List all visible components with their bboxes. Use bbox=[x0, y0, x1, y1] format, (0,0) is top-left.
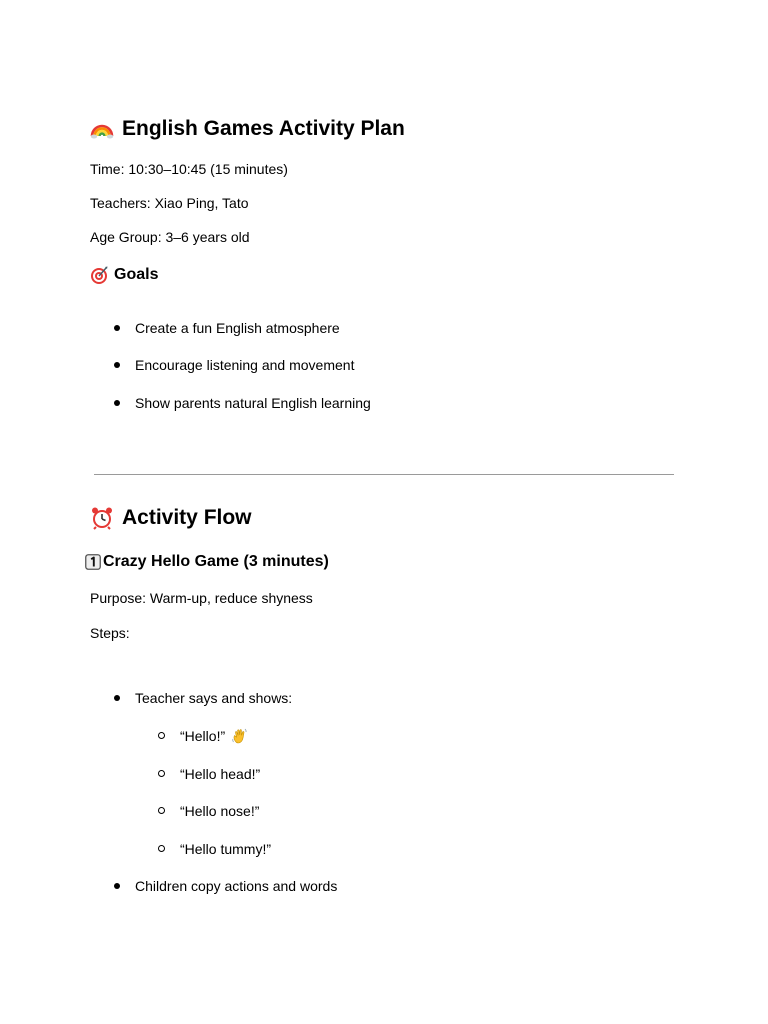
sub-item-text: “Hello head!” bbox=[180, 766, 261, 782]
bullet-dot bbox=[114, 695, 120, 701]
goal-text: Create a fun English atmosphere bbox=[135, 320, 340, 336]
bullet-dot bbox=[114, 362, 120, 368]
bullet-dot bbox=[114, 325, 120, 331]
rainbow-icon bbox=[90, 117, 114, 141]
step-text: Teacher says and shows: bbox=[135, 690, 293, 706]
game-heading bbox=[85, 552, 329, 572]
document-title bbox=[90, 117, 405, 141]
sub-item-text: “Hello tummy!” bbox=[180, 841, 272, 857]
title-text: English Games Activity Plan bbox=[122, 117, 405, 140]
waving-hand-icon bbox=[232, 728, 248, 744]
sub-item-text: “Hello nose!” bbox=[180, 803, 260, 819]
alarm-clock-icon bbox=[90, 506, 114, 530]
goal-text: Show parents natural English learning bbox=[135, 395, 371, 411]
time-line: Time: 10:30–10:45 (15 minutes) bbox=[90, 161, 288, 177]
activity-flow-heading bbox=[90, 506, 252, 530]
goals-heading-text: Goals bbox=[114, 266, 159, 283]
keycap-one-icon bbox=[85, 554, 101, 570]
sub-item-text: “Hello!” bbox=[180, 728, 226, 744]
bullet-circle bbox=[158, 807, 165, 814]
bullet-dot bbox=[114, 883, 120, 889]
bullet-circle bbox=[158, 770, 165, 777]
sub-item bbox=[180, 727, 248, 745]
bullet-circle bbox=[158, 845, 165, 852]
step-text: Children copy actions and words bbox=[135, 878, 338, 894]
teachers-line: Teachers: Xiao Ping, Tato bbox=[90, 195, 249, 211]
target-icon bbox=[90, 266, 108, 284]
activity-flow-heading-text: Activity Flow bbox=[122, 506, 252, 529]
bullet-circle bbox=[158, 732, 165, 739]
bullet-dot bbox=[114, 400, 120, 406]
goal-text: Encourage listening and movement bbox=[135, 357, 355, 373]
purpose-line: Purpose: Warm-up, reduce shyness bbox=[90, 590, 313, 606]
age-group-line: Age Group: 3–6 years old bbox=[90, 229, 250, 245]
section-divider bbox=[94, 474, 674, 475]
steps-label: Steps: bbox=[90, 625, 130, 641]
goals-heading bbox=[90, 265, 158, 285]
game-heading-text: Crazy Hello Game (3 minutes) bbox=[103, 553, 329, 570]
